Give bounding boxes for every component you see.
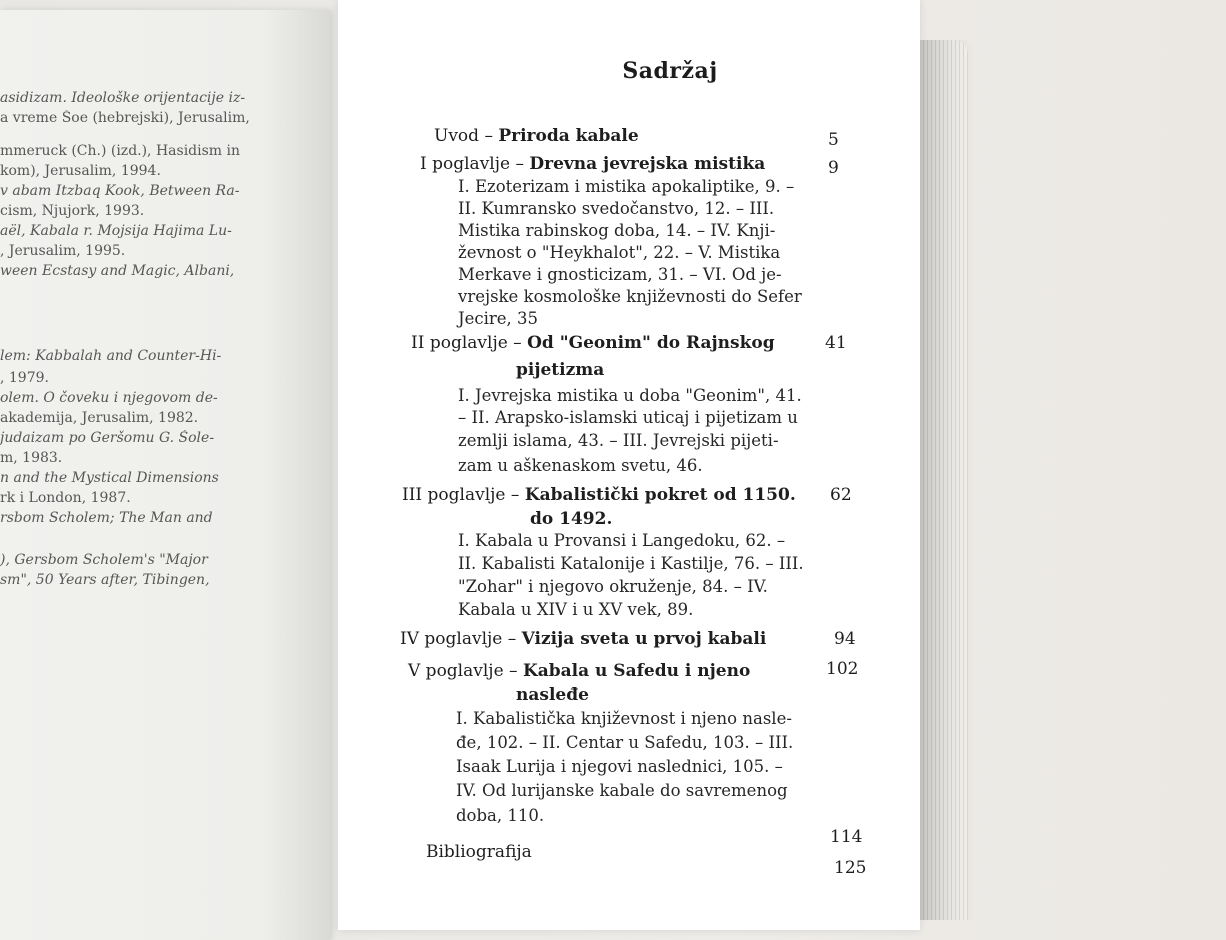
toc-entry-description-line: I. Kabalistička književnost i njeno nasle- (456, 709, 792, 728)
left-page-line: olem. O čoveku i njegovom de- (0, 390, 218, 406)
toc-entry-title: nasleđe (516, 685, 589, 705)
toc-entry-description-line: I. Jevrejska mistika u doba "Geonim", 41. (458, 386, 802, 405)
left-page-line: a vreme Šoe (hebrejski), Jerusalim, (0, 110, 250, 126)
toc-entry-chapter-3 (402, 485, 796, 505)
toc-entry-description-line: đe, 102. – II. Centar u Safedu, 103. – III. (456, 733, 794, 752)
toc-entry-title-continued (516, 685, 589, 705)
toc-entry-label: IV poglavlje – (400, 629, 522, 649)
left-page-line: v abam Itzbaq Kook, Between Ra- (0, 183, 240, 199)
toc-entry-title: Priroda kabale (498, 126, 639, 146)
toc-entry-description-line: zemlji islama, 43. – III. Jevrejski pijeti- (458, 431, 779, 450)
toc-entry-description-line: "Zohar" i njegovo okruženje, 84. – IV. (458, 577, 768, 596)
toc-entry-label: III poglavlje – (402, 485, 525, 505)
left-page-line: asidizam. Ideološke orijentacije iz- (0, 90, 246, 106)
toc-entry-description-line: I. Kabala u Provansi i Langedoku, 62. – (458, 531, 786, 550)
left-page (0, 10, 330, 940)
left-page-line: ween Ecstasy and Magic, Albani, (0, 263, 235, 279)
left-page-line: , 1979. (0, 370, 49, 386)
toc-entry-title-continued (530, 509, 612, 529)
toc-entry-description-line: I. Ezoterizam i mistika apokaliptike, 9. – (458, 177, 795, 196)
toc-entry-chapter-2 (411, 333, 775, 353)
toc-entry-title: pijetizma (516, 360, 605, 380)
toc-entry-title: do 1492. (530, 509, 613, 529)
toc-entry-label: Uvod – (434, 126, 499, 146)
left-page-line: , Jerusalim, 1995. (0, 243, 126, 259)
toc-entry-description-line: vrejske kosmološke književnosti do Sefer (458, 287, 802, 306)
toc-entry-label: II poglavlje – (411, 333, 528, 353)
left-page-line: rk i London, 1987. (0, 490, 131, 506)
toc-entry-description-line: – II. Arapsko-islamski uticaj i pijetizam u (458, 408, 798, 427)
toc-entry-title: Vizija sveta u prvoj kabali (521, 629, 767, 649)
left-page-line: rsbom Scholem; The Man and (0, 510, 213, 526)
toc-entry-description-line: Jecire, 35 (458, 309, 539, 328)
left-page-line: lem: Kabbalah and Counter-Hi- (0, 348, 222, 364)
toc-entry-label: V poglavlje – (408, 661, 523, 681)
toc-title: Sadržaj (622, 58, 718, 84)
toc-page-number: 41 (825, 333, 847, 353)
left-page-line: judaizam po Geršomu G. Šole- (0, 430, 215, 446)
toc-entry-description-line: II. Kabalisti Katalonije i Kastilje, 76. – III. (458, 554, 804, 573)
toc-entry-description-line: Merkave i gnosticizam, 31. – VI. Od je- (458, 265, 782, 284)
toc-page-number: 94 (834, 629, 856, 649)
toc-entry-description-line: Mistika rabinskog doba, 14. – IV. Knji- (458, 221, 776, 240)
page-shadow (915, 40, 975, 920)
toc-entry-description-line: Kabala u XIV i u XV vek, 89. (458, 600, 694, 619)
toc-entry-chapter-1 (420, 154, 765, 174)
left-page-line: sm", 50 Years after, Tibingen, (0, 572, 210, 588)
toc-entry-description-line: zam u aškenaskom svetu, 46. (458, 456, 703, 475)
toc-entry-chapter-5 (408, 661, 750, 681)
toc-page-number: 125 (834, 858, 867, 878)
left-page-line: kom), Jerusalim, 1994. (0, 163, 161, 179)
toc-page-number: 102 (826, 659, 859, 679)
toc-entry-description-line: ževnost o "Heykhalot", 22. – V. Mistika (458, 243, 781, 262)
left-page-line: m, 1983. (0, 450, 63, 466)
toc-entry-title: Kabala u Safedu i njeno (522, 661, 751, 681)
toc-entry-intro (434, 126, 639, 146)
left-page-line: akademija, Jerusalim, 1982. (0, 410, 199, 426)
toc-entry-description-line: doba, 110. (456, 806, 545, 825)
left-page-line: ), Gersbom Scholem's "Major (0, 552, 208, 568)
toc-entry-description-line: II. Kumransko svedočanstvo, 12. – III. (458, 199, 775, 218)
toc-entry-description-line: Isaak Lurija i njegovi naslednici, 105. – (456, 757, 783, 776)
toc-entry-label: I poglavlje – (420, 154, 530, 174)
toc-entry-chapter-4 (400, 629, 766, 649)
toc-page-number: 9 (828, 158, 839, 178)
left-page-line: mmeruck (Ch.) (izd.), Hasidism in (0, 143, 241, 159)
toc-entry-description-line: IV. Od lurijanske kabale do savremenog (456, 781, 788, 800)
toc-entry-title: Od "Geonim" do Rajnskog (527, 333, 775, 353)
toc-page-number: 5 (828, 130, 839, 150)
toc-entry-title-continued (516, 360, 604, 380)
toc-page-number: 114 (830, 827, 863, 847)
toc-entry-title: Kabalistički pokret od 1150. (524, 485, 796, 505)
toc-entry-title: Drevna jevrejska mistika (529, 154, 766, 174)
toc-entry-bibliography (426, 842, 532, 862)
left-page-line: cism, Njujork, 1993. (0, 203, 145, 219)
left-page-line: aël, Kabala r. Mojsija Hajima Lu- (0, 223, 232, 239)
left-page-line: n and the Mystical Dimensions (0, 470, 219, 486)
toc-page (338, 0, 920, 930)
toc-entry-label: Bibliografija (426, 842, 532, 862)
toc-page-number: 62 (830, 485, 852, 505)
